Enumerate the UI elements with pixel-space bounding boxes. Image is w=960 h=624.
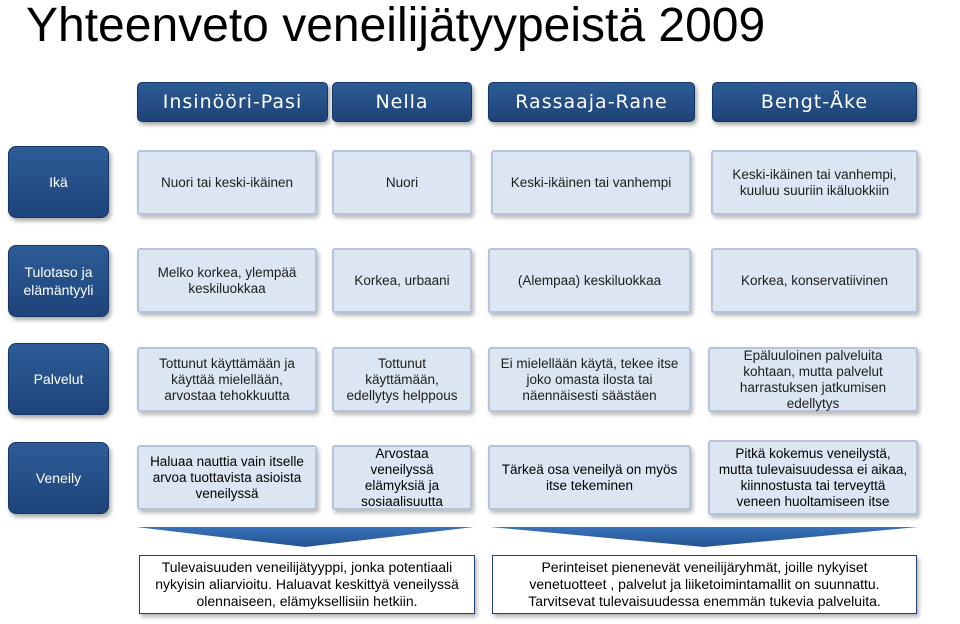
arrows <box>0 520 960 550</box>
cell-income-insinoori-pasi: Melko korkea, ylempää keskiluokkaa <box>137 248 317 313</box>
conclusion-right: Perinteiset pienenevät veneilijäryhmät, joille nykyiset venetuotteet , palvelut ja liiketoimintamallit on suunnattu. Tarvitsevat tulevaisuudessa enemmän tukevia palveluita. <box>492 555 917 614</box>
cell-income-bengt-ake: Korkea, konservatiivinen <box>711 248 918 313</box>
conclusion-left: Tulevaisuuden veneilijätyyppi, jonka potentiaali nykyisin aliarvioitu. Haluavat keskittyä veneilyssä olennaiseen, elämyksellisiin hetkiin. <box>139 555 475 614</box>
cell-income-rassaaja-rane: (Alempaa) keskiluokkaa <box>488 248 691 313</box>
row-label-age: Ikä <box>8 146 109 218</box>
arrow-left <box>136 527 474 547</box>
cell-services-nella: Tottunut käyttämään, edellytys helppous <box>332 347 472 412</box>
cell-boating-insinoori-pasi: Haluaa nauttia vain itselle arvoa tuottavista asioista veneilyssä <box>137 445 317 510</box>
cell-boating-nella: Arvostaa veneilyssä elämyksiä ja sosiaalisuutta <box>332 445 472 510</box>
cell-income-nella: Korkea, urbaani <box>332 248 472 313</box>
cell-services-insinoori-pasi: Tottunut käyttämään ja käyttää mielellään, arvostaa tehokkuutta <box>137 347 317 412</box>
cell-age-rassaaja-rane: Keski-ikäinen tai vanhempi <box>491 150 691 215</box>
cell-boating-bengt-ake: Pitkä kokemus veneilystä, mutta tulevaisuudessa ei aikaa, kiinnostusta tai terveyttä veneen huoltamiseen itse <box>708 440 918 515</box>
cell-age-bengt-ake: Keski-ikäinen tai vanhempi, kuuluu suuriin ikäluokkiin <box>711 150 918 215</box>
header-nella: Nella <box>332 82 472 122</box>
cell-age-insinoori-pasi: Nuori tai keski-ikäinen <box>137 150 317 215</box>
cell-services-rassaaja-rane: Ei mielellään käytä, tekee itse joko omasta ilosta tai näennäisesti säästäen <box>488 347 691 412</box>
cell-age-nella: Nuori <box>332 150 472 215</box>
header-rassaaja-rane: Rassaaja-Rane <box>488 82 695 122</box>
header-insinoori-pasi: Insinööri-Pasi <box>137 82 328 122</box>
arrow-right <box>490 527 918 547</box>
row-label-income-lifestyle: Tulotaso ja elämäntyyli <box>8 245 109 317</box>
cell-boating-rassaaja-rane: Tärkeä osa veneilyä on myös itse tekeminen <box>488 445 691 510</box>
row-label-services: Palvelut <box>8 343 109 415</box>
cell-services-bengt-ake: Epäluuloinen palveluita kohtaan, mutta palvelut harrastuksen jatkumisen edellytys <box>708 347 918 412</box>
header-bengt-ake: Bengt-Åke <box>712 82 917 122</box>
row-label-boating: Veneily <box>8 442 109 514</box>
slide-title: Yhteenveto veneilijätyypeistä 2009 <box>26 0 766 52</box>
